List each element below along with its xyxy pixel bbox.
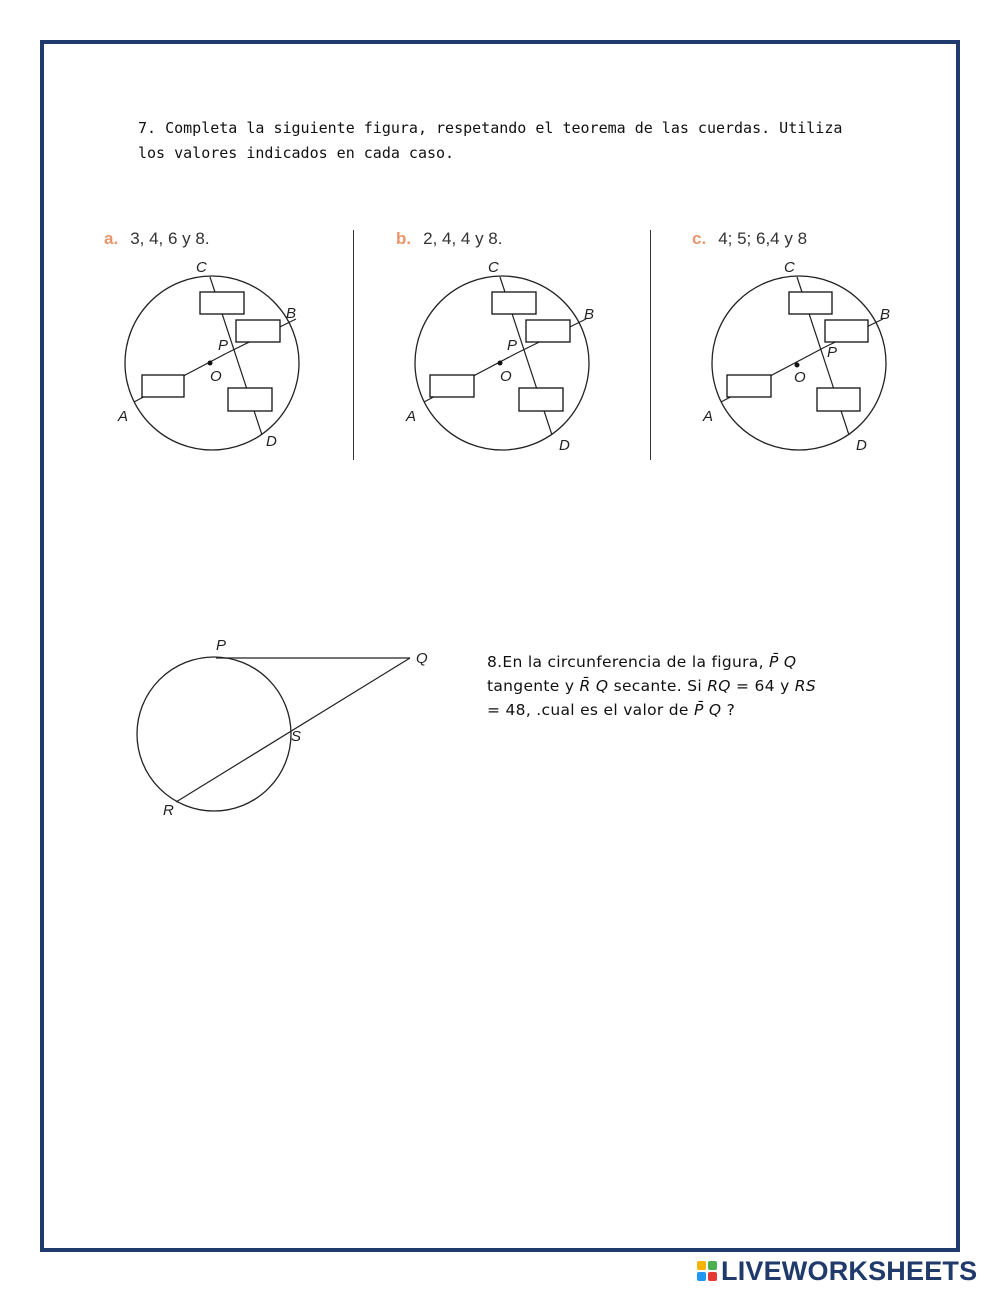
figure-b-label-d: D [559,437,570,454]
figure-8-label-p: P [216,637,227,654]
figure-a-box-pd[interactable] [228,388,272,411]
figure-a-label-a: A [118,408,129,425]
figure-8-label-q: Q [416,650,428,667]
figure-b-center-dot [498,361,503,366]
figure-a-label-p: P [218,337,229,354]
divider-bc [650,230,651,460]
q8-segment-pq-2: P̄ Q [693,701,722,719]
option-a-letter: a. [104,229,119,248]
figure-c-label-o: O [794,369,806,386]
option-b-letter: b. [396,229,412,248]
figure-a-box-ap[interactable] [142,375,184,397]
option-c-values: 4; 5; 6,4 y 8 [718,229,808,248]
figure-b-label-o: O [500,368,512,385]
figure-c-label-b: B [880,306,891,323]
option-b-caption [396,229,503,249]
q8-rs: RS [794,677,817,695]
figure-c-box-pb[interactable] [825,320,868,342]
option-b-values: 2, 4, 4 y 8. [423,229,503,248]
figure-a-label-o: O [210,368,222,385]
q8-segment-rq: R̄ Q [579,677,609,695]
figure-8-label-s: S [291,728,302,745]
figure-b-label-b: B [584,306,595,323]
logo-mark-icon [697,1261,717,1281]
divider-ab [353,230,354,460]
figure-a-label-c: C [196,259,207,276]
q8-rq-value: = 64 y [736,677,790,695]
figure-b-box-pc[interactable] [492,292,536,314]
figure-a-box-pc[interactable] [200,292,244,314]
figure-c-label-c: C [784,259,795,276]
figure-c-label-p: P [827,344,838,361]
figure-b-label-a: A [406,408,417,425]
figure-c-label-a: A [703,408,714,425]
option-a-caption [104,229,210,249]
figure-c-box-pc[interactable] [789,292,832,314]
q8-rs-value: = 48, .cual es el valor de [487,701,689,719]
figure-a-box-pb[interactable] [236,320,280,342]
figure-8-label-r: R [163,802,174,819]
figure-b-label-c: C [488,259,499,276]
figure-b-label-p: P [507,337,518,354]
figure-c-center-dot [795,363,800,368]
q8-prefix: 8.En la circunferencia de la figura, [487,653,764,671]
figure-8 [130,630,440,825]
figure-a-label-d: D [266,433,277,450]
liveworksheets-logo[interactable] [697,1255,978,1286]
figure-c-box-ap[interactable] [727,375,771,397]
figure-8-circle [137,657,291,811]
logo-square-2 [708,1261,717,1270]
q8-rq: RQ [707,677,731,695]
q8-secant: secante. Si [613,677,702,695]
logo-square-4 [708,1272,717,1281]
figure-a [110,255,310,460]
logo-square-1 [697,1261,706,1270]
figure-b [400,255,600,460]
figure-b-box-pb[interactable] [526,320,570,342]
option-a-values: 3, 4, 6 y 8. [130,229,210,248]
question-7-text: 7. Completa la siguiente figura, respetando el teorema de las cuerdas. Utiliza los valores indicados en cada caso. [138,119,852,162]
option-c-caption [692,229,807,249]
figure-c [697,255,897,460]
q8-segment-pq: P̄ Q [769,653,797,671]
question-8-text [487,650,867,722]
option-c-letter: c. [692,229,707,248]
q8-tangent: tangente y [487,677,575,695]
figure-b-box-ap[interactable] [430,375,474,397]
figure-a-center-dot [208,361,213,366]
logo-text: LIVEWORKSHEETS [721,1255,978,1286]
figure-b-box-pd[interactable] [519,388,563,411]
figure-a-label-b: B [286,305,297,322]
q8-end: ? [726,701,736,719]
figure-c-label-d: D [856,437,867,454]
figure-c-box-pd[interactable] [817,388,860,411]
logo-square-3 [697,1272,706,1281]
